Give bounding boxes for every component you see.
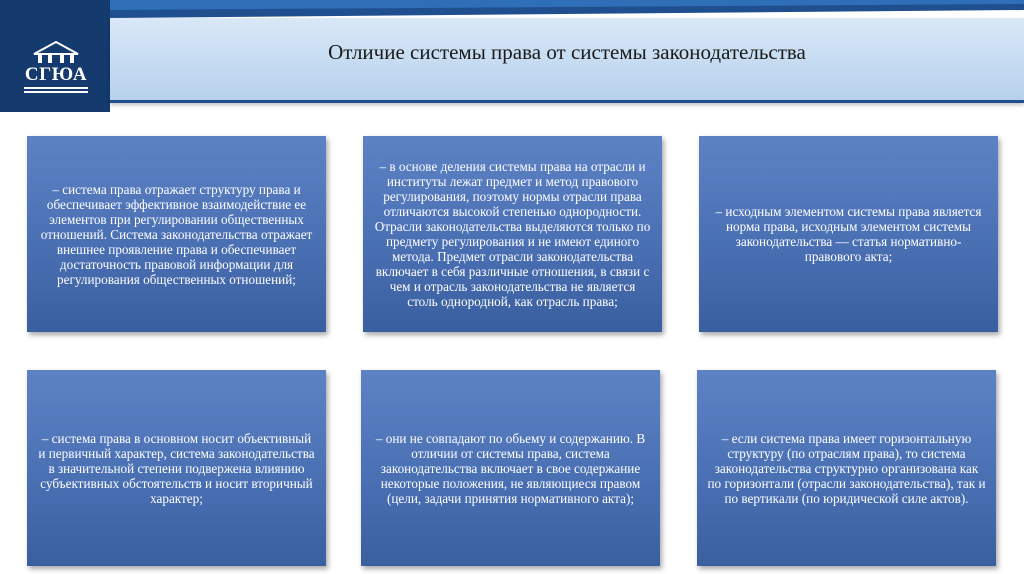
card-text: – исходным элементом системы права является норма права, исходным элементом системы законодательства — статья нормативно-правового акта; [715,204,982,264]
comparison-card-1 [27,136,326,332]
card-text: – если система права имеет горизонтальную структуру (по отраслям права), то система законодательства структурно организована как по горизонтали (отрасли законодательства), так и по вертикали (по юридической силе актов). [707,430,986,506]
logo-panel [0,0,110,112]
university-logo [14,40,98,96]
logo-underline [24,87,88,89]
card-text: – они не совпадают по обьему и содержанию. В отличии от системы права, система законодательства включает в свое содержание некоторые положения, не являющиеся правом (цели, задачи принятия нормативного акта); [375,430,646,506]
comparison-card-3 [699,136,998,332]
comparison-card-2 [363,136,662,332]
card-text: – в основе деления системы права на отрасли и институты лежат предмет и метод правового регулирования, поэтому нормы отрасли права отличаются высокой степенью однородности. Отрасли законодательства выделяются только по предмету регулирования и не имеют единого метода. Предмет отрасли законодательства включает в себя различные отношения, в связи с чем и отрасль законодательства не является столь однородной, как отрасль права; [374,159,651,309]
card-text: – система права отражает структуру права и обеспечивает эффективное взаимодействие ее элементов при регулировании общественных отношений. Система законодательства отражает внешнее проявление права и обеспечивает достаточность правовой информации для регулирования общественных отношений; [40,181,313,287]
card-text: – система права в основном носит объективный и первичный характер, система законодательства в значительной степени подвержена влиянию субъективных обстоятельств и носит вторичный характер; [38,430,315,506]
decorative-header-stripes [110,0,1024,18]
building-icon [14,40,98,64]
comparison-card-6 [697,370,996,566]
title-bar-underline [110,100,1024,103]
comparison-card-4 [27,370,326,566]
comparison-card-5 [361,370,660,566]
slide-title: Отличие системы права от системы законодательства [328,40,806,64]
logo-underline [24,91,88,93]
logo-text: СГЮА [24,64,88,85]
